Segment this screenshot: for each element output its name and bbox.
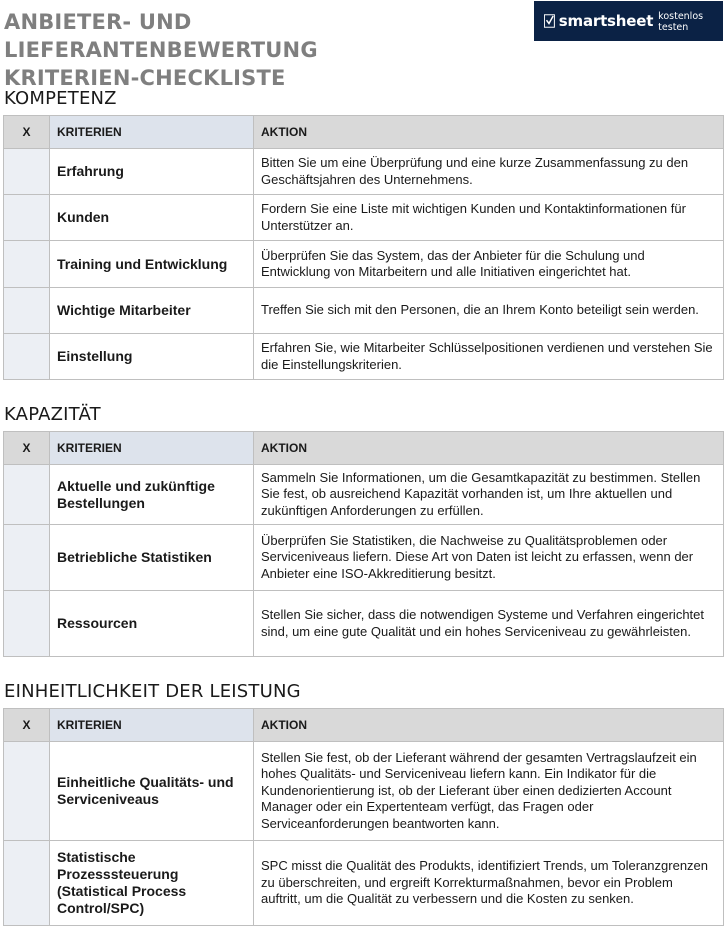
header-criteria: KRITERIEN bbox=[50, 116, 254, 149]
checkbox-cell[interactable] bbox=[4, 525, 50, 591]
table-row bbox=[4, 841, 724, 926]
checkbox-cell[interactable] bbox=[4, 742, 50, 841]
table-row bbox=[4, 465, 724, 525]
criteria-cell: Kunden bbox=[50, 195, 254, 241]
criteria-cell: Einheitliche Qualitäts- und Serviceniveaus bbox=[50, 742, 254, 841]
checklist-table-kompetenz bbox=[3, 115, 724, 380]
checkbox-cell[interactable] bbox=[4, 465, 50, 525]
criteria-cell: Erfahrung bbox=[50, 149, 254, 195]
checklist-table-einheitlichkeit bbox=[3, 708, 724, 926]
header-action: AKTION bbox=[254, 709, 724, 742]
checklist-table-kapazitaet bbox=[3, 431, 724, 657]
criteria-cell: Ressourcen bbox=[50, 591, 254, 657]
checkbox-cell[interactable] bbox=[4, 841, 50, 926]
checkbox-cell[interactable] bbox=[4, 591, 50, 657]
header-x: X bbox=[4, 432, 50, 465]
criteria-cell: Statistische Prozesssteuerung (Statistical Process Control/SPC) bbox=[50, 841, 254, 926]
section-title-kompetenz: KOMPETENZ bbox=[4, 88, 117, 109]
table-row bbox=[4, 334, 724, 380]
header-action: AKTION bbox=[254, 432, 724, 465]
checkbox-cell[interactable] bbox=[4, 149, 50, 195]
action-cell: Fordern Sie eine Liste mit wichtigen Kunden und Kontaktinformationen für Unterstützer an. bbox=[254, 195, 724, 241]
header-x: X bbox=[4, 709, 50, 742]
smartsheet-logo-icon bbox=[544, 13, 555, 29]
criteria-cell: Wichtige Mitarbeiter bbox=[50, 288, 254, 334]
action-cell: Erfahren Sie, wie Mitarbeiter Schlüsselpositionen verdienen und verstehen Sie die Einstellungskriterien. bbox=[254, 334, 724, 380]
checkbox-cell[interactable] bbox=[4, 334, 50, 380]
header-action: AKTION bbox=[254, 116, 724, 149]
table-row bbox=[4, 195, 724, 241]
criteria-cell: Einstellung bbox=[50, 334, 254, 380]
action-cell: Stellen Sie fest, ob der Lieferant während der gesamten Vertragslaufzeit ein hohes Qualitäts- und Serviceniveau liefern kann. Ein Indikator für die Kundenorientierung ist, ob der Lieferant über einen dedizierten Account Manager oder ein Expertenteam verfügt, das Fragen oder Serviceanforderungen beantworten kann. bbox=[254, 742, 724, 841]
table-header-row bbox=[4, 116, 724, 149]
table-header-row bbox=[4, 432, 724, 465]
smartsheet-trial-badge[interactable] bbox=[534, 1, 723, 41]
title-line-2: KRITERIEN-CHECKLISTE bbox=[4, 66, 286, 90]
title-line-1: ANBIETER- UND LIEFERANTENBEWERTUNG bbox=[4, 10, 318, 62]
table-row bbox=[4, 241, 724, 288]
action-cell: Bitten Sie um eine Überprüfung und eine kurze Zusammenfassung zu den Geschäftsjahren des Unternehmens. bbox=[254, 149, 724, 195]
page-title bbox=[4, 8, 504, 92]
table-row bbox=[4, 591, 724, 657]
section-title-kapazitaet: KAPAZITÄT bbox=[4, 404, 101, 425]
action-cell: Treffen Sie sich mit den Personen, die an Ihrem Konto beteiligt sein werden. bbox=[254, 288, 724, 334]
criteria-cell: Betriebliche Statistiken bbox=[50, 525, 254, 591]
section-title-einheitlichkeit: EINHEITLICHKEIT DER LEISTUNG bbox=[4, 681, 301, 702]
trial-link[interactable]: kostenlos testen bbox=[658, 11, 704, 33]
action-cell: Überprüfen Sie das System, das der Anbieter für die Schulung und Entwicklung von Mitarbeitern und alle Initiativen eingerichtet hat. bbox=[254, 241, 724, 288]
table-row bbox=[4, 149, 724, 195]
table-header-row bbox=[4, 709, 724, 742]
action-cell: Überprüfen Sie Statistiken, die Nachweise zu Qualitätsproblemen oder Serviceniveaus liefern. Diese Art von Daten ist leicht zu erfassen, wenn der Anbieter eine ISO-Akkreditierung besitzt. bbox=[254, 525, 724, 591]
criteria-cell: Training und Entwicklung bbox=[50, 241, 254, 288]
table-row bbox=[4, 742, 724, 841]
action-cell: Sammeln Sie Informationen, um die Gesamtkapazität zu bestimmen. Stellen Sie fest, ob ausreichend Kapazität vorhanden ist, um Ihre aktuellen und zukünftigen Anforderungen zu erfüllen. bbox=[254, 465, 724, 525]
action-cell: SPC misst die Qualität des Produkts, identifiziert Trends, um Toleranzgrenzen zu überschreiten, und ergreift Korrekturmaßnahmen, bevor ein Problem auftritt, um die Qualität zu verbessern und die Kosten zu senken. bbox=[254, 841, 724, 926]
header-criteria: KRITERIEN bbox=[50, 709, 254, 742]
checkbox-cell[interactable] bbox=[4, 241, 50, 288]
action-cell: Stellen Sie sicher, dass die notwendigen Systeme und Verfahren eingerichtet sind, um eine gute Qualität und ein hohes Serviceniveau zu gewährleisten. bbox=[254, 591, 724, 657]
criteria-cell: Aktuelle und zukünftige Bestellungen bbox=[50, 465, 254, 525]
header-criteria: KRITERIEN bbox=[50, 432, 254, 465]
table-row bbox=[4, 288, 724, 334]
table-row bbox=[4, 525, 724, 591]
checkbox-cell[interactable] bbox=[4, 195, 50, 241]
brand-name: smartsheet bbox=[558, 12, 654, 30]
checkbox-cell[interactable] bbox=[4, 288, 50, 334]
header-x: X bbox=[4, 116, 50, 149]
